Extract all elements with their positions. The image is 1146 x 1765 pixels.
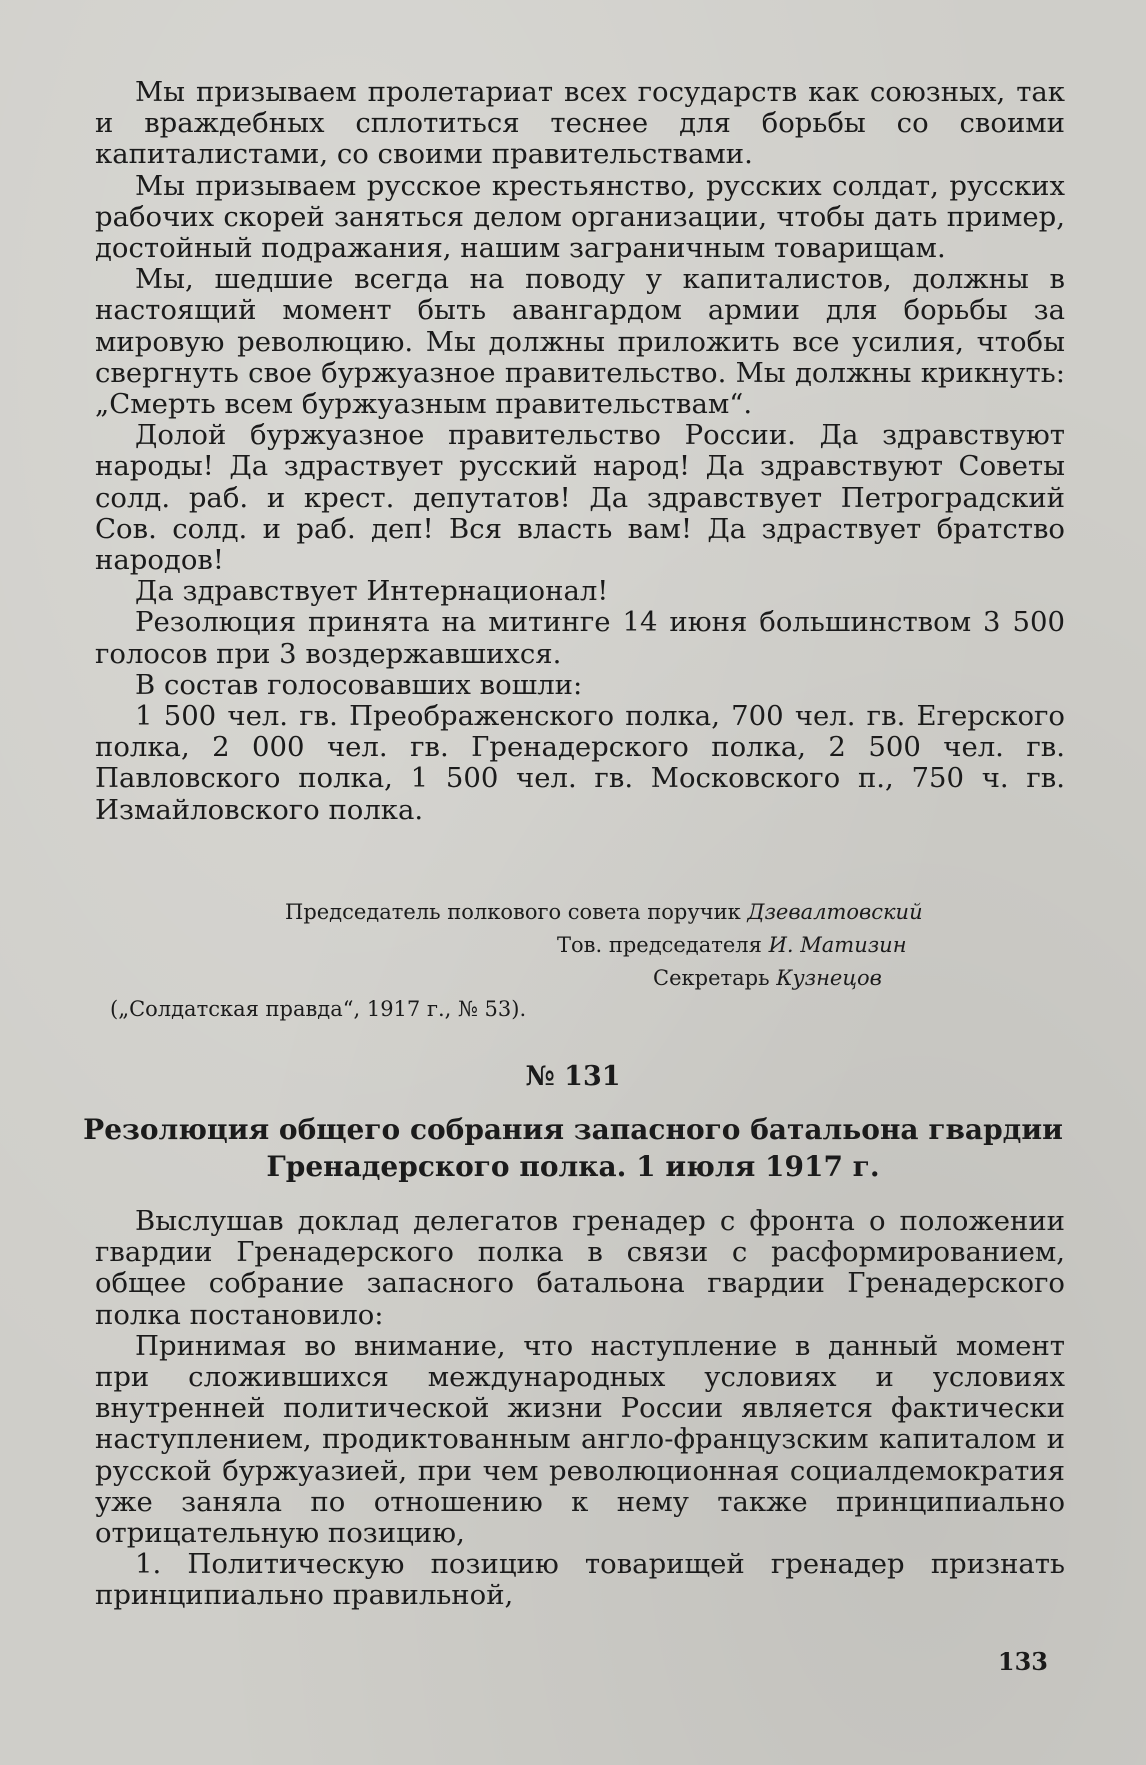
paragraph: Да здравствует Интернационал! [135,575,609,608]
paragraph: Мы призываем русское крестьянство, русских солдат, русских рабочих скорей заняться делом организации, чтобы дать пример, достойный подражания, нашим заграничным товарищам. [95,169,1065,265]
signature-role: Тов. председателя [557,933,762,957]
document-title [0,1111,1146,1185]
signature-role: Секретарь [653,966,770,990]
page-number: 133 [997,1647,1048,1676]
paragraph: Резолюция принята на митинге 14 июня большинством 3 500 голосов при 3 воздержавшихся. [95,606,1065,670]
signature-name: Дзевалтовский [747,900,923,924]
signature-chairman [285,899,923,925]
signature-name: Кузнецов [776,966,882,990]
signature-secretary [653,965,882,991]
paragraph: 1 500 чел. гв. Преображенского полка, 700 чел. гв. Егерского полка, 2 000 чел. гв. Гренадерского полка, 2 500 чел. гв. Павловского полка, 1 500 чел. гв. Московского п., 750 ч. гв. Измайловского полка. [95,700,1065,826]
source-citation: („Солдатская правда“, 1917 г., № 53). [110,997,527,1021]
document-number: № 131 [525,1061,621,1092]
title-line: Резолюция общего собрания запасного батальона гвардии [83,1113,1063,1146]
body-text-bottom [95,1206,1065,1612]
signature-role: Председатель полкового совета поручик [285,900,741,924]
signature-deputy [557,932,907,958]
title-line: Гренадерского полка. 1 июля 1917 г. [266,1150,880,1183]
paragraph: В состав голосовавших вошли: [135,668,583,701]
paragraph: Принимая во внимание, что наступление в данный момент при сложившихся международных условиях и условиях внутренней политической жизни России является фактически наступлением, продиктованным англо-французским капиталом и русской буржуазией, при чем революционная социалдемократия уже заняла по отношению к нему также принципиально отрицательную позицию, [95,1329,1065,1550]
signature-name: И. Матизин [768,933,907,957]
body-text-top [95,77,1065,826]
paragraph: Долой буржуазное правительство России. Да здравствуют народы! Да здраствует русский народ! Да здравствуют Советы солд. раб. и крест. депутатов! Да здравствует Петроградский Сов. солд. и раб. деп! Вся власть вам! Да здраствует братство народов! [95,419,1065,577]
paragraph: Выслушав доклад делегатов гренадер с фронта о положении гвардии Гренадерского полка в связи с расформированием, общее собрание запасного батальона гвардии Гренадерского полка постановило: [95,1205,1065,1331]
paragraph: Мы призываем пролетариат всех государств как союзных, так и враждебных сплотиться теснее для борьбы со своими капиталистами, со своими правительствами. [95,76,1065,171]
paragraph: Мы, шедшие всегда на поводу у капиталистов, должны в настоящий момент быть авангардом армии для борьбы за мировую революцию. Мы должны приложить все усилия, чтобы свергнуть свое буржуазное правительство. Мы должны крикнуть: „Смерть всем буржуазным правительствам“. [95,263,1065,421]
paragraph: 1. Политическую позицию товарищей гренадер признать принципиально правильной, [95,1548,1065,1612]
